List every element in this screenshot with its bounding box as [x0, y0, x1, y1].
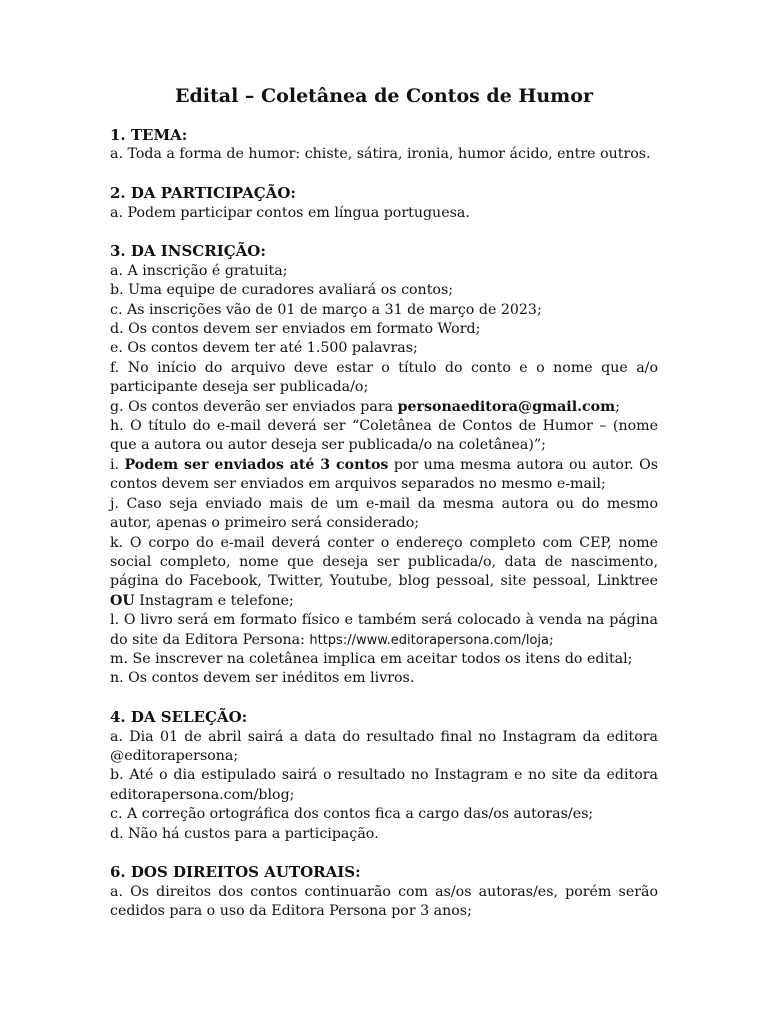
- section-heading: 6. DOS DIREITOS AUTORAIS:: [110, 863, 361, 882]
- clause-item: b. Até o dia estipulado sairá o resultado no Instagram e no site da editora editorapersona.com/blog;: [110, 767, 658, 803]
- store-link[interactable]: https://www.editorapersona.com/loja: [309, 632, 549, 648]
- clause-text: ;: [615, 398, 620, 415]
- emphasis-text: Podem ser enviados até 3 contos: [124, 456, 389, 473]
- clause-item: a. Podem participar contos em língua portuguesa.: [110, 204, 470, 221]
- clause-item: c. A correção ortográfica dos contos fica a cargo das/os autoras/es;: [110, 806, 594, 823]
- clause-text: l. O livro será em formato físico e também será colocado à venda na página do site da Editora Persona:: [110, 612, 658, 648]
- section-heading: 1. TEMA:: [110, 126, 188, 144]
- section-heading: 3. DA INSCRIÇÃO:: [110, 242, 266, 261]
- clause-item: [110, 611, 658, 650]
- document-body: [110, 126, 658, 941]
- section-selecao: [110, 708, 658, 844]
- clause-item: e. Os contos devem ter até 1.500 palavras;: [110, 340, 418, 357]
- clause-item: [110, 398, 658, 417]
- clause-text: por uma mesma autora ou autor. Os contos devem ser enviados em arquivos separados no mesmo e-mail;: [110, 456, 658, 493]
- section-direitos-autorais: [110, 863, 658, 921]
- clause-item: d. Os contos devem ser enviados em formato Word;: [110, 321, 481, 338]
- clause-item: f. No início do arquivo deve estar o título do conto e o nome que a/o participante deseja ser publicada/o;: [110, 359, 658, 396]
- clause-item: j. Caso seja enviado mais de um e-mail da mesma autora ou do mesmo autor, apenas o primeiro será considerado;: [110, 495, 658, 532]
- clause-item: b. Uma equipe de curadores avaliará os contos;: [110, 282, 454, 299]
- emphasis-text: OU: [110, 592, 135, 609]
- clause-text: k. O corpo do e-mail deverá conter o endereço completo com CEP, nome social completo, nome que deseja ser publicada/o, data de nascimento, página do Facebook, Twitter, Youtube, blog pessoal, site pessoal, Linktree: [110, 534, 658, 590]
- clause-item: a. Toda a forma de humor: chiste, sátira, ironia, humor ácido, entre outros.: [110, 146, 651, 163]
- clause-text: Instagram e telefone;: [134, 592, 294, 609]
- clause-item: m. Se inscrever na coletânea implica em aceitar todos os itens do edital;: [110, 650, 633, 667]
- section-inscricao: [110, 242, 658, 688]
- clause-item: n. Os contos devem ser inéditos em livros.: [110, 670, 415, 687]
- section-heading: 4. DA SELEÇÃO:: [110, 708, 248, 727]
- clause-text: i.: [110, 456, 125, 473]
- clause-item: [110, 534, 658, 612]
- clause-text: g. Os contos deverão ser enviados para: [110, 398, 398, 415]
- clause-item: a. A inscrição é gratuita;: [110, 262, 288, 279]
- document-title: Edital – Coletânea de Contos de Humor: [175, 85, 593, 107]
- clause-item: a. Dia 01 de abril sairá a data do resultado final no Instagram da editora @editorapersona;: [110, 728, 658, 764]
- clause-item: c. As inscrições vão de 01 de março a 31 de março de 2023;: [110, 301, 542, 318]
- clause-text: ;: [548, 631, 554, 648]
- section-participacao: [110, 184, 658, 223]
- section-tema: [110, 126, 658, 165]
- clause-item: [110, 456, 658, 495]
- clause-item: a. Os direitos dos contos continuarão com as/os autoras/es, porém serão cedidos para o uso da Editora Persona por 3 anos;: [110, 883, 658, 920]
- clause-item: h. O título do e-mail deverá ser “Coletânea de Contos de Humor – (nome que a autora ou autor deseja ser publicada/o na coletânea)”;: [110, 418, 658, 454]
- clause-item: d. Não há custos para a participação.: [110, 825, 379, 842]
- section-heading: 2. DA PARTICIPAÇÃO:: [110, 184, 296, 203]
- email-address: personaeditora@gmail.com: [397, 398, 616, 415]
